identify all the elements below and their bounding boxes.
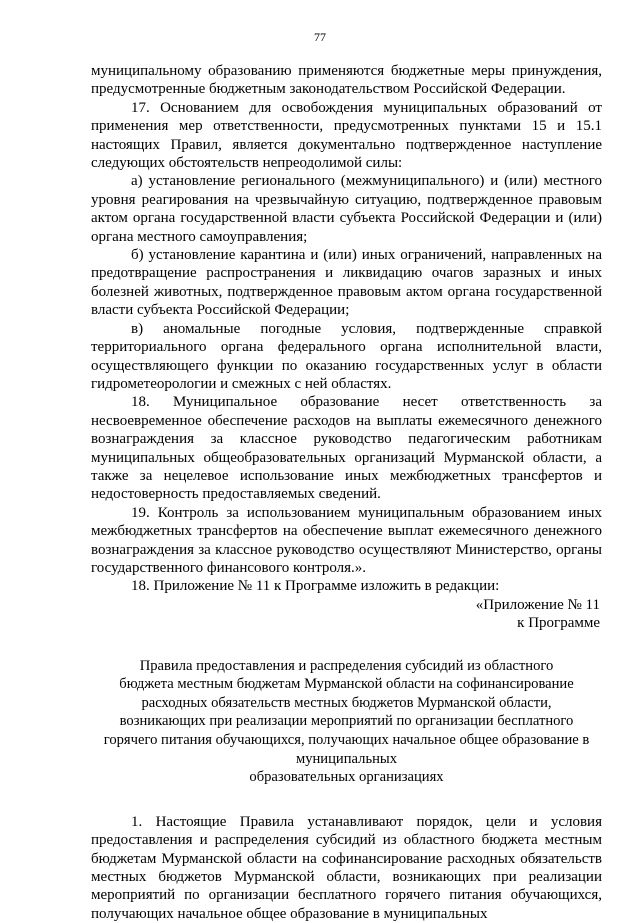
document-body	[91, 62, 602, 923]
paragraph-17: 17. Основанием для освобождения муниципальных образований от применения мер ответственности, предусмотренных пунктами 15 и 15.1 настоящих Правил, является документально подтвержденное наступление следующих обстоятельств непреодолимой силы:	[91, 99, 602, 172]
paragraph-continuation: муниципальному образованию применяются бюджетные меры принуждения, предусмотренные бюджетным законодательством Российской Федерации.	[91, 63, 602, 98]
rules-title-line: муниципальных	[295, 750, 398, 767]
rules-title-line: горячего питания обучающихся, получающих начальное общее образование в	[103, 731, 590, 748]
rules-title-line: бюджета местным бюджетам Мурманской области на софинансирование	[119, 676, 574, 693]
rules-title-line: Правила предоставления и распределения субсидий из областного	[139, 657, 554, 674]
paragraph-17a: а) установление регионального (межмуниципального) и (или) местного уровня реагирования на чрезвычайную ситуацию, подтвержденное правовым актом органа государственной власти субъекта Российской Федерации и (или) органа местного самоуправления;	[91, 173, 602, 245]
paragraph-17b: б) установление карантина и (или) иных ограничений, направленных на предотвращение распространения и ликвидацию очагов заразных и иных болезней животных, подтвержденное правовым актом органа государственной власти субъекта Российской Федерации;	[91, 247, 602, 319]
rules-title	[91, 657, 602, 787]
paragraph-18: 18. Муниципальное образование несет ответственность за несвоевременное обеспечение расходов на выплаты ежемесячного денежного вознаграждения за классное руководство педагогическим работникам муниципальных общеобразовательных организаций Мурманской области, а также за нецелевое использование иных межбюджетных трансфертов и недостоверность предоставляемых сведений.	[91, 394, 602, 503]
rules-title-line: образовательных организациях	[249, 769, 444, 786]
appendix-label-line1: «Приложение № 11	[475, 596, 600, 613]
paragraph-17v: в) аномальные погодные условия, подтвержденные справкой территориального органа федерального органа исполнительной власти, осуществляющего функции по оказанию государственных услуг в области гидрометеорологии и смежных с ней областях.	[91, 320, 602, 392]
rules-title-line: расходных обязательств местных бюджетов Мурманской области,	[141, 694, 552, 711]
paragraph-amendment-18: 18. Приложение № 11 к Программе изложить в редакции:	[131, 578, 500, 595]
paragraph-19: 19. Контроль за использованием муниципальным образованием иных межбюджетных трансфертов на обеспечение выплат ежемесячного денежного вознаграждения за классное руководство осуществляют Министерство, органы государственного финансового контроля.».	[91, 504, 602, 576]
page-number: 77	[314, 30, 326, 44]
appendix-label-line2: к Программе	[517, 615, 600, 632]
rules-title-line: возникающих при реализации мероприятий по организации бесплатного	[119, 713, 574, 730]
rules-paragraph-1: 1. Настоящие Правила устанавливают порядок, цели и условия предоставления и распределения субсидий из областного бюджета местным бюджетам Мурманской области на софинансирование расходных обязательств местных бюджетов Мурманской области, возникающих при реализации мероприятий по организации бесплатного горячего питания обучающихся, получающих начальное общее образование в муниципальных	[91, 813, 602, 922]
